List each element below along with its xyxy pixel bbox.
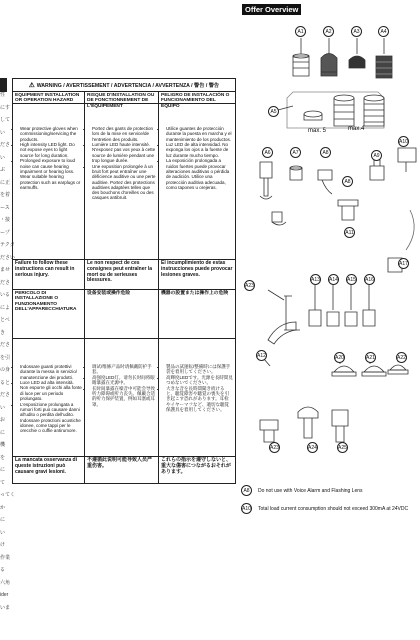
callout-a1: A1 [295, 26, 306, 37]
bullet-item: • High intensity LED light. Do not expose eyes to light source for long duration. [20, 142, 82, 158]
consequence-it: La mancata osservanza di queste istruzioni può causare gravi lesioni. [13, 457, 85, 483]
left-text-fragment: お [0, 417, 6, 423]
left-text-fragment: 作業 [0, 554, 11, 561]
bullet-item: • Luz LED de alta intensidad. No exponga los ojos a la fuente de luz durante mucho tiempo. [166, 142, 233, 158]
consequence-ja: これらの指示を遵守しないと、重大な傷害につながるおそれがあります。 [161, 457, 232, 475]
product-drawings [238, 0, 420, 470]
hazard-title-zh: 设备安装或操作危险 [85, 290, 159, 338]
bullet-item: • 长时间暴露在噪音中可能会导致听力障碍或听力丧失。佩戴合适的听力保护装置，例如耳塞或耳罩。 [92, 386, 156, 407]
callout-a6: A6 [262, 147, 273, 158]
note-a8-text: Do not use with Voice Alarm and Flashing Lens [258, 487, 363, 494]
instructions-it [13, 339, 85, 456]
callout-a3: A3 [351, 26, 362, 37]
hazard-title-en: EQUIPMENT INSTALLATION OR OPERATION HAZARD [13, 92, 85, 110]
callout-a11: A11 [344, 227, 355, 238]
left-text-fragment: を [0, 454, 6, 461]
left-text-fragment: の身 [0, 367, 11, 373]
left-text-fragment: ider [0, 592, 9, 598]
hazard-title-it: PERICOLO DI INSTALLAZIONE O FUNZIONAMENTO DELL'APPARECCHIATURA [13, 290, 85, 338]
bullet-item: • Portez des gants de protection lors de la mise en service/de l'entretien des produits. [92, 126, 156, 142]
callout-a17: A17 [398, 258, 409, 269]
left-text-fragment: いる [0, 292, 11, 298]
callout-a16: A16 [364, 274, 375, 285]
left-text-fragment: ってく [0, 492, 16, 498]
left-text-fragment: に [0, 429, 6, 436]
left-text-fragment: き [0, 329, 6, 336]
bullet-item: • Une exposition prolongée à un bruit fort peut entraîner une déficience auditive ou une perte auditive. Portez des protections auditives adaptées telles que des bouchons d'oreilles ou des casques antibruit. [92, 164, 156, 201]
callout-a23: A23 [244, 280, 255, 291]
consequence-fr: Le non respect de ces consignes peut entraîner la mort ou de serieuses blessures. [85, 260, 159, 289]
warning-header [13, 79, 235, 92]
bullet-item: • Indossare guanti protettivi durante la messa in servizio/ manutenzione dei prodotti. [20, 364, 82, 380]
consequence-zh: 不遵循此说明可能导致人员严重伤害。 [85, 457, 159, 483]
consequence-en: Failure to follow these instructions can result in serious injury. [13, 260, 85, 289]
callout-a20: A20 [334, 352, 345, 363]
left-text-fragment: に正 [0, 179, 11, 186]
section-tab [0, 78, 7, 92]
note-a8-callout: A8 [241, 485, 252, 496]
note-a10-callout: A10 [241, 503, 252, 514]
note-a8 [241, 485, 363, 496]
callout-a14: A14 [328, 274, 339, 285]
callout-a7: A7 [290, 147, 301, 158]
warning-row-hazard-title [13, 92, 235, 109]
bullet-item: • 高輝度LEDです。光源を長時間見つめないでください。 [166, 375, 233, 386]
callout-a12: A12 [256, 350, 267, 361]
left-text-fragment: い [0, 154, 6, 161]
left-text-fragment: ださ [0, 392, 11, 398]
bullet-item: • 製品の試運転/整備時には保護手袋を着用してください。 [166, 364, 233, 375]
bullet-item: • Wear protective gloves when commissioning/servicing the products. [20, 126, 82, 142]
left-text-fragment: によ [0, 304, 11, 311]
left-text-fragment: ませ [0, 267, 11, 273]
left-text-fragment: い [0, 529, 6, 536]
instructions-fr [85, 104, 159, 259]
instructions-es [159, 104, 235, 259]
callout-a2: A2 [323, 26, 334, 37]
note-a10-text: Total load current consumption should not exceed 300mA at 24VDC [258, 505, 409, 512]
callout-a22: A22 [396, 352, 407, 363]
left-text-fragment: を引 [0, 354, 11, 361]
left-text-fragment: る [0, 567, 6, 573]
left-text-fragment: して [0, 117, 11, 123]
left-text-fragment: て [0, 479, 6, 486]
warning-row-consequence-2 [13, 457, 235, 483]
left-text-fragment: ださ [0, 279, 11, 286]
bullet-item: • Prolonged exposure to loud noise can cause hearing impairment or hearing loss. Wear suitable hearing protection such as earplugs or earmuffs. [20, 158, 82, 190]
callout-a10: A10 [398, 136, 409, 147]
callout-a24: A24 [307, 442, 318, 453]
warning-row-consequence [13, 260, 235, 290]
warning-header-text: WARNING / AVERTISSEMENT / ADVERTENCIA / AVVERTENZA / 警告 / 警告 [36, 82, 220, 89]
left-text-fragment: ださい [0, 254, 16, 261]
bullet-item: • 高强度LED灯。请勿长时间将眼睛暴露在光源中。 [92, 375, 156, 386]
callout-a8-second: A8 [342, 176, 353, 187]
note-a10 [241, 503, 408, 514]
left-text-fragment: を着 [0, 192, 11, 198]
bullet-item: • 大きな音を長時間聞き続けると、聴覚障害や聴覚の喪失を引き起こす恐れがあります。耳栓やイヤーマフなど、適切な聴覚保護具を着用してください。 [166, 386, 233, 412]
instructions-en [13, 104, 85, 259]
left-text-fragment: ださ [0, 142, 11, 148]
left-text-fragment: にす [0, 104, 11, 111]
consequence-es: El incumplimiento de estas instrucciones puede provocar lesiones graves. [161, 260, 233, 278]
left-text-fragment: テクタ [0, 242, 15, 248]
warning-row-instructions-2 [13, 339, 235, 457]
callout-a13: A13 [310, 274, 321, 285]
left-text-fragment: ープ [0, 229, 10, 236]
bullet-item: • Lumière LED haute intensité. N'exposez pas vos yeux à cette source de lumière pendant une trop longue durée. [92, 142, 156, 163]
hazard-title-fr: RISQUE D'INSTALLATION OU DE FONCTIONNEMENT DE L'ÉQUIPEMENT [85, 92, 159, 110]
left-text-fragment: ース [0, 204, 10, 211]
bullet-item: • Utilice guantes de protección durante la puesta en marcha y el mantenimiento de los productos. [166, 126, 233, 142]
offer-overview-diagram [238, 0, 420, 470]
left-text-fragment: ださ [0, 342, 11, 348]
callout-a25: A25 [337, 442, 348, 453]
left-text-fragment: 機 [0, 442, 6, 448]
callout-a21: A21 [365, 352, 376, 363]
left-text-fragment: か [0, 504, 6, 511]
warning-row-instructions [13, 104, 235, 260]
left-text-fragment: ると [0, 379, 11, 386]
left-text-fragment: い [0, 404, 6, 411]
callout-a4: A4 [378, 26, 389, 37]
warning-row-hazard-title-2 [13, 290, 235, 339]
left-text-fragment: に [0, 517, 6, 523]
callout-a23-bottom: A23 [269, 442, 280, 453]
warning-table [12, 78, 236, 484]
left-text-fragment: 六角 [0, 579, 11, 586]
instructions-ja [159, 339, 235, 456]
left-text-fragment: とべ [0, 317, 10, 323]
left-text-fragment: い [0, 129, 6, 136]
max-4-label: max.4 [348, 126, 365, 132]
warning-triangle-icon: ⚠ [28, 82, 35, 89]
offer-overview-title: Offer Overview [242, 4, 301, 15]
callout-a5: A5 [268, 106, 279, 117]
bullet-item: • 调试/维修产品时请佩戴防护手套。 [92, 364, 156, 375]
left-text-fragment: ・接 [0, 217, 11, 223]
callout-a8: A8 [320, 147, 331, 158]
hazard-title-es: PELIGRO DE INSTALACIÓN O FUNCIONAMIENTO DEL EQUIPO [161, 93, 230, 109]
left-cutoff-column [0, 0, 16, 640]
hazard-title-ja: 機器の設置または操作上の危険 [161, 291, 229, 296]
callout-a9: A9 [371, 150, 382, 161]
left-text-fragment: け [0, 542, 6, 548]
max-5-label: max. 5 [308, 128, 327, 134]
left-text-fragment: に [0, 467, 6, 473]
left-text-fragment: いま [0, 604, 11, 611]
bullet-item: • L'esposizione prolungata a rumori forti può causare danni all'udito o perdita dell'udito. Indossare protezioni acustiche idonee, come tappi per le orecchie o cuffie antirumore. [20, 402, 82, 434]
bullet-item: • Luce LED ad alta intensità. Non esporre gli occhi alla fonte di luce per un periodo prolungato. [20, 380, 82, 401]
left-text-fragment: 性 [0, 92, 6, 98]
left-text-fragment: ぶ [0, 167, 6, 173]
callout-a15: A15 [346, 274, 357, 285]
bullet-item: • La exposición prolongada a ruidos fuertes puede provocar alteraciones auditivas o pérdida de audición. Utilice una protección auditiva adecuada, como tapones u orejeras. [166, 158, 233, 190]
instructions-zh [85, 339, 159, 456]
